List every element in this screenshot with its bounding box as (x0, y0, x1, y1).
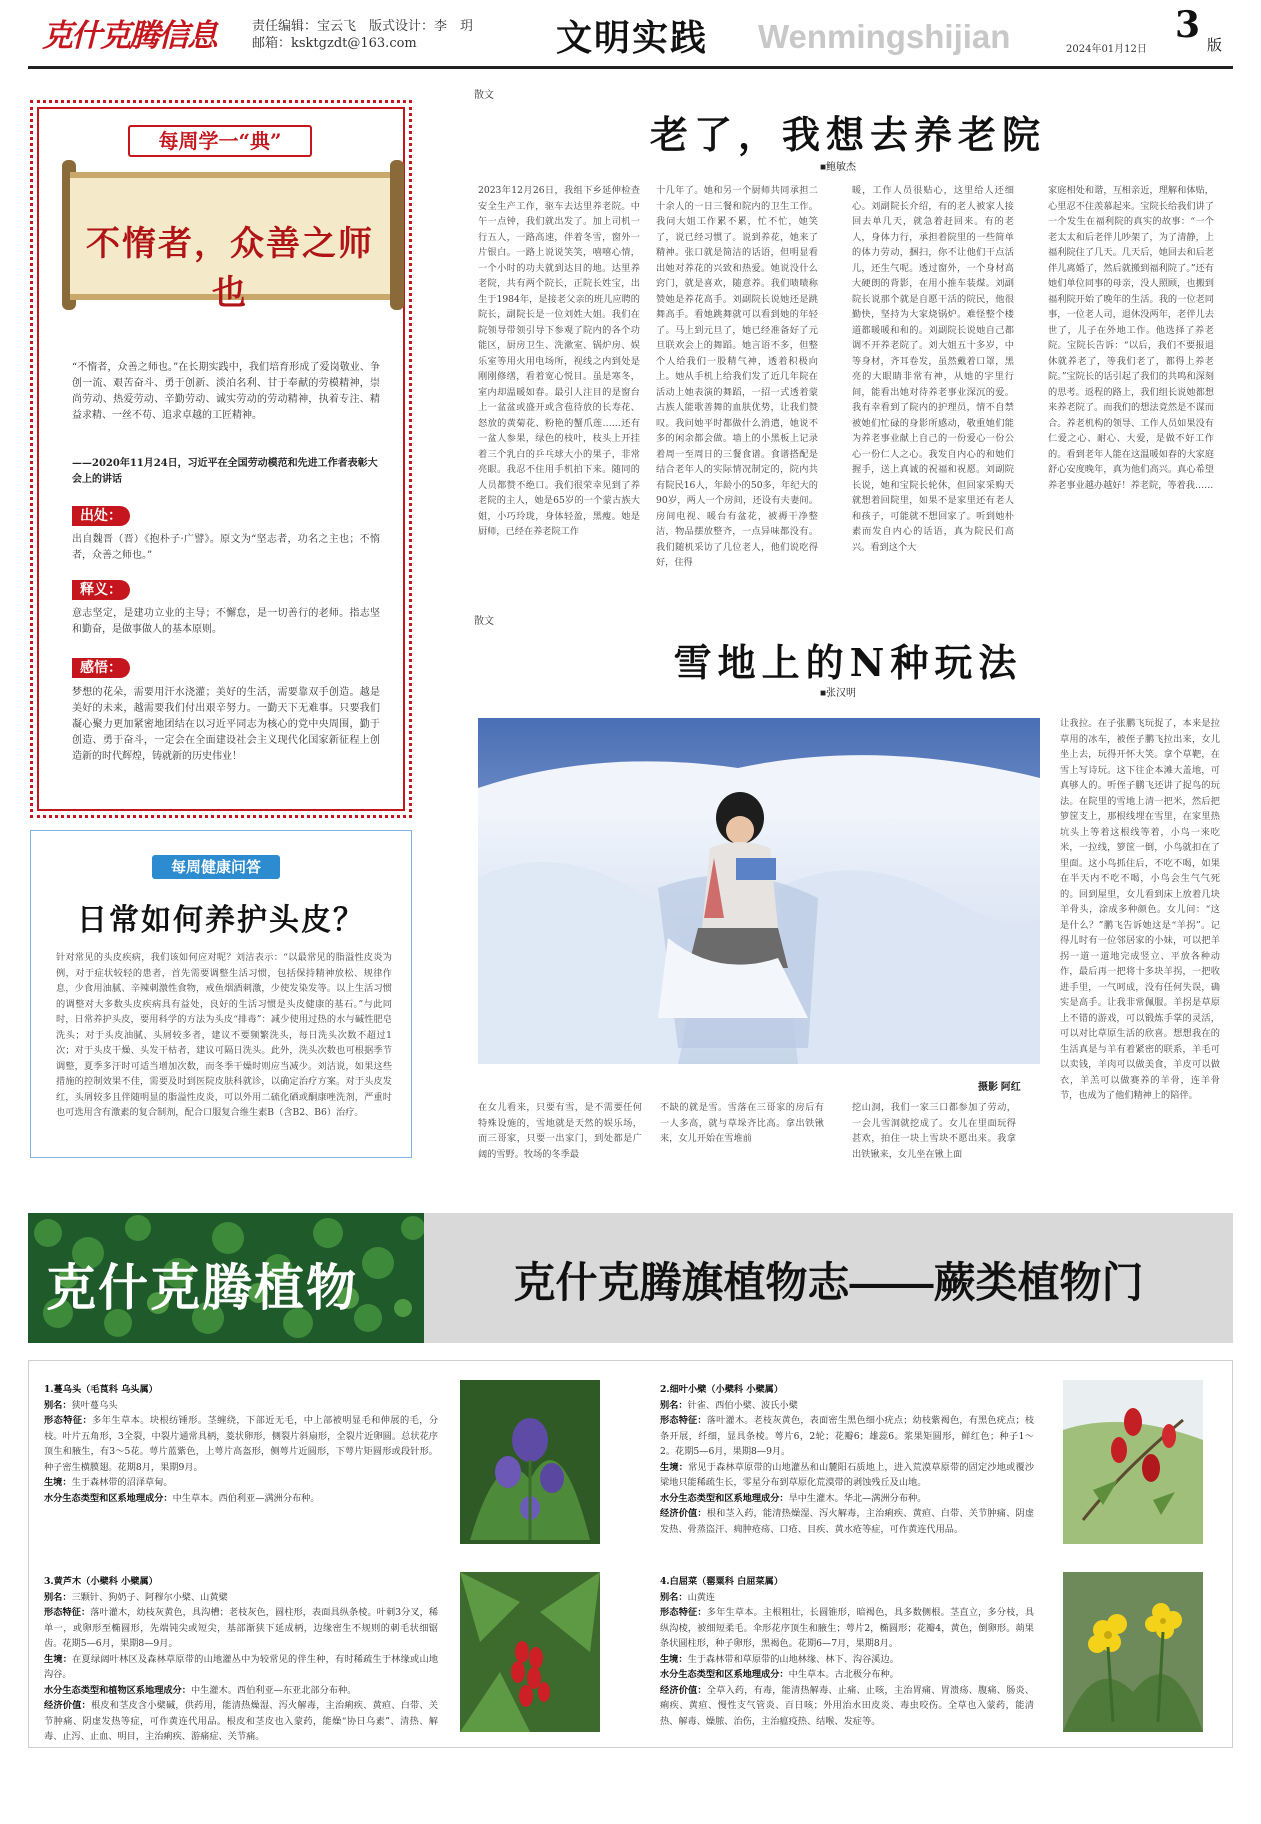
essay1-column: 2023年12月26日，我组下乡延伸检查安全生产工作，驱车去达里养老院。中午一点钟，我们就出发了。加上司机一行五人，一路高速，伴着冬雪，窗外一片银白。一路上说说笑笑，嘻嘻心情，一个小时的功夫就到达目的地。达里养老院，共有两个院长，正院长姓宝，出生于1984年，是接老父亲的班儿应聘的院长，副院长是一位刘姓大姐。我们在院领导带领引导下参观了院内的各个功能区，厨房卫生、洗漱室、锅炉房、娱乐室等用火用电场所，视线之内到处是刚刚修缮，看着宽心悦目。虽是寒冬，室内却温暖如春。最引人注目的是窗台上一盆盆或盛开或含苞待放的长寿花、怒放的黄菊花、粉艳的蟹爪莲……还有一盆人参果，绿色的枝叶，枝头上开挂着三个乳白的乒乓球大小的果子，非常亮眼。我忍不住用手机拍下来。随同的人员都赞不绝口。我们很荣幸见到了养老院的主人，她是65岁的一个蒙古族大姐，小巧玲珑，身体轻盈，黑瘦。她是厨师，已经在养老院工作 (478, 185, 640, 537)
essay1-title: 老了，我想去养老院 (649, 112, 1046, 157)
plant-field: 别名：山黄连 (660, 1591, 716, 1603)
plant-field: 生境：生于森林带的沼泽草甸。 (44, 1477, 173, 1488)
berberis-photo (1063, 1380, 1203, 1544)
insight-text: 梦想的花朵，需要用汗水浇灌；美好的生活，需要靠双手创造。越是美好的未来，越需要我们付出艰辛努力。一勤天下无难事。只要我们凝心聚力更加紧密地团结在以习近平同志为核心的党中央周围，勤于创造、勇于奋斗，一定会在全面建设社会主义现代化国家新征程上创造新的时代辉煌，铸就新的历史伟业！ (72, 687, 380, 762)
health-title: 日常如何养护头皮？ (77, 903, 365, 938)
essay2-title: 雪地上的N种玩法 (673, 640, 1023, 685)
plant-banner-subtitle: 克什克腾旗植物志——蕨类植物门 (513, 1259, 1144, 1306)
plant-entry (44, 1382, 438, 1506)
editor-info (252, 18, 473, 52)
plant-field: 生境：常见于森林草原带的山地灌丛和山麓阳石质地上，进入荒漠草原带的固定沙地或覆沙梁地只能稀疏生长，零星分布到草原化荒漠带的剥蚀残丘及山地。 (660, 1461, 1034, 1488)
plant-field: 水分生态类型和区系地理成分：中生草本。古北极分布种。 (660, 1669, 899, 1680)
page-unit: 版 (1207, 36, 1223, 54)
scroll-title: 不惰者，众善之师也 (86, 224, 374, 313)
plant-entry (660, 1382, 1034, 1537)
section-pinyin: Wenmingshijian (758, 18, 1011, 55)
plant-entry (44, 1574, 438, 1745)
plant-banner-title: 克什克腾植物 (46, 1258, 358, 1317)
plant-field: 水分生态类型和区系地理成分：中生草本。西伯利亚—满洲分布种。 (44, 1492, 320, 1504)
plant-field: 别名：三颗针、狗奶子、阿穆尔小檗、山黄檗 (44, 1591, 228, 1603)
health-tag: 每周健康问答 (152, 855, 280, 879)
scroll-right-roller (390, 160, 404, 310)
essay1-column: 暖，工作人员很贴心，这里给人还细心。刘副院长介绍，有的老人被家人接回去单几天，就急着赶回来。有的老人，身体力行，承担着院里的一些简单的体力劳动，捆扫，你不让他们干点活儿，还生气呢。透过窗外，一个身材高大硬朗的背影，在用小推车装煤。刘副院长说那个就是自愿干活的院民，他很勤快，坚持为大家烧锅炉。难怪整个楼道都暖暖和和的。刘副院长说她自己都调不开养老院了。刘大姐五十多岁，中等身材，齐耳卷发，虽然戴着口罩，黑亮的大眼睛非常有神，从她的字里行间，能看出她对待养老事业深沉的爱。我有幸看到了院内的护理员，情不自禁被她们忙碌的身影所感动，敬重她们能为养老事业献上自己的一份爱心一份公心一份仁人之心。我发自内心的和她们握手，送上真诚的祝福和祝愿。刘副院长说，她和宝院长轮休，但回家采购天就想着回院里，如果不是家里还有老人和孩子，可能就不想回家了。听到她朴素而发自内心的话语，真为院民们高兴。看到这个大 (852, 185, 1014, 553)
plant-heading: 1.蔓乌头（毛茛科 乌头属） (44, 1384, 158, 1395)
plant-field: 别名：狭叶蔓乌头 (44, 1399, 118, 1411)
insight-label: 感悟： (72, 658, 130, 678)
plant-field: 生境：生于森林带和草原带的山地林缘、林下、沟谷溪边。 (660, 1653, 899, 1665)
plant-heading: 3.黄芦木（小檗科 小檗属） (44, 1576, 158, 1587)
photo-credit: 摄影 阿红 (978, 1082, 1021, 1093)
plant-entry (660, 1574, 1034, 1729)
meaning-label: 释义： (72, 580, 130, 600)
purple-flower-illustration (460, 1380, 600, 1544)
essay2-column: 挖山洞，我们一家三口都参加了劳动，一会儿雪洞就挖成了。女儿在里面玩得甚欢，拍住一块上雪块不愿出来。我拿出铁锹来，女儿坐在锹上面 (852, 1102, 1016, 1160)
plant-field: 形态特征：多年生草本。主根粗壮，长圆锥形，暗褐色，具多数侧根。茎直立，多分枝，具纵沟棱，被细短柔毛。伞形花序顶生和腋生；萼片2，椭圆形；花瓣4，黄色，倒卵形。蒴果条状圆柱形，种子卵形，黑褐色。花期6—7月，果期8月。 (660, 1607, 1035, 1649)
section-title: 文明实践 (556, 17, 709, 59)
study-quote-source: ——2020年11月24日，习近平在全国劳动模范和先进工作者表彰大会上的讲话 (72, 458, 378, 485)
essay1-author: ■鲍敏杰 (820, 162, 857, 173)
weekly-study-title: 每周学一“典” (128, 125, 312, 157)
study-quote: “不惰者，众善之师也。”在长期实践中，我们培育形成了爱岗敬业、争创一流、艰苦奋斗、勇于创新、淡泊名利、甘于奉献的劳模精神，崇尚劳动、热爱劳动、辛勤劳动、诚实劳动的劳动精神，执着专注、精益求精、一丝不苟、追求卓越的工匠精神。 (72, 362, 380, 421)
plant-field: 生境：在夏绿阔叶林区及森林草原带的山地灌丛中为较常见的伴生种，有时稀疏生于林缘或山地沟谷。 (44, 1653, 439, 1680)
plant-heading: 2.细叶小檗（小檗科 小檗属） (660, 1384, 784, 1395)
page-number: 3 (1175, 4, 1201, 46)
plant-field: 经济价值：根皮和茎皮含小檗碱，供药用，能清热燥湿、泻火解毒，主治痢疾、黄疸、白带、关节肿痛、阴虚发热等症，可作黄连代用品。根皮和茎皮也入蒙药，能燥“协日乌素”、清热、解毒、止泻、止血、明目，主治痢疾、游痛症、关节痛。 (44, 1700, 439, 1742)
essay2-column: 不缺的就是雪。雪落在三哥家的房后有一人多高，就与草垛齐比高。拿出铁锹来，女儿开始在雪堆前 (660, 1102, 824, 1144)
essay2-column: 在女儿看来，只要有雪，是不需要任何特殊设施的，雪地就是天然的娱乐场，而三哥家，只要一出家门，到处都是广阔的雪野。牧场的冬季最 (478, 1102, 642, 1160)
essay2-column: 让我拉。在子张鹏飞玩捉了，本来是拉草用的冰车，被侄子鹏飞拉出来，女儿坐上去，玩得开怀大笑。拿个草靶，在雪上写诗玩。这下往企本滩大盖地，可真够人的。听侄子鹏飞还讲了捉鸟的玩法。在院里的雪地上清一把米，然后把箩筐支上，那根线埋在雪里，在家里热坑头上等着这根线等着，小鸟一来吃米，一拉线，箩筐一倒，小鸟就扣在了里面。这小鸟抓住后，不吃不喝，如果在半天内不吃不喝，小鸟会生气气死的。回到屋里，女儿看到床上放着几块羊骨头，涂成多种颜色。女儿问：“这是什么？”鹏飞告诉她这是“羊拐”。记得儿时有一位邻居家的小妹，可以把羊拐一道一道地完成竖立、平放各种动作，最后再一把将十多块羊拐，一把收进手里，一气呵成，没有任何失误，确实是高手。让我非常佩服。羊拐是草原上不错的游戏，可以锻炼手掌的灵活，可以对比草原生活的欣喜。想想我在的生活真是与羊有着紧密的联系，羊毛可以卖钱，羊肉可以做美食，羊皮可以做衣，羊羔可以做赛养的羊骨，连羊骨节，也成为了他们精神上的陪伴。 (1060, 718, 1220, 1101)
meaning-text: 意志坚定，是建功立业的主导；不懈怠，是一切善行的老师。指志坚和勤奋，是做事做人的基本原则。 (72, 608, 380, 635)
essay2-genre: 散文 (474, 616, 494, 627)
plant-field: 水分生态类型和区系地理成分：旱中生灌木。华北—满洲分布种。 (660, 1492, 927, 1504)
red-berry-cluster-illustration (460, 1572, 600, 1732)
yellow-flower-illustration (1063, 1572, 1203, 1732)
origin-label: 出处： (72, 506, 130, 526)
essay2-author: ■张汉明 (820, 688, 857, 699)
header-rule (28, 66, 1233, 69)
email-line: 邮箱：ksktgzdt@163.com (252, 36, 417, 51)
plant-field: 形态特征：多年生草本。块根纺锤形。茎缠绕，下部近无毛，中上部被明显毛和伸展的毛，分枝。叶片五角形，3全裂，中裂片通常具柄，菱状卵形，侧裂片斜扇形，全裂片近卵圆。总状花序顶生和腋生，有3～5花。萼片蓝紫色，上萼片高盔形，侧萼片近圆形，下萼片矩圆形或段针形。种子密生横膜翅。花期8月，果期9月。 (44, 1415, 439, 1473)
masthead-logo: 克什克腾信息 (42, 18, 216, 54)
essay1-column: 家庭相处和谐，互相亲近，理解和体贴，心里忍不住羡慕起来。宝院长给我们讲了一个发生在福利院的真实的故事：“一个老太太和后老伴儿吵架了，为了清静，上福利院住了几天。几天后，她回去和后老伴儿离婚了，然后就搬到福利院了。”还有她们单位同事的母亲，没人照顾，也搬到福利院开始了晚年的生活。我的一位老同事，一位老人司，退休没两年，老伴儿去世了，儿子在外地工作。他选择了养老院。宝院长告诉：“以后，我们不要报退休就养老了，等我们老了，都得上养老院。”宝院长的话引起了我们的共鸣和深刻的思考。返程的路上，我们组长说她都想来养老院了。而我们的想法竟然是不谋而合。养老机构的领导、工作人员如果没有仁爱之心、耐心、大爱，是做不好工作的。看到老年人能在这温暖如春的大家庭舒心安度晚年，真为他们高兴。真心希望养老事业越办越好！养老院，等着我…… (1048, 185, 1214, 491)
publication-date: 2024年01月12日 (1066, 44, 1147, 55)
plant-field: 经济价值：根和茎入药，能清热燥湿、泻火解毒，主治痢疾、黄疸、白带、关节肿痛、阴虚发热、骨蒸盗汗、痈肿疮疡、口疮、目疾、黄水疮等症，可作黄连代用品。 (660, 1508, 1035, 1535)
berberis-amurensis-photo (460, 1572, 600, 1732)
aconitum-photo (460, 1380, 600, 1544)
chelidonium-photo (1063, 1572, 1203, 1732)
origin-text: 出自魏晋（晋）《抱朴子·广譬》。原文为“坚志者，功名之主也；不惰者，众善之师也。” (72, 534, 380, 561)
plant-field: 别名：针雀、西伯小檗、波氏小檗 (660, 1399, 798, 1411)
plant-field: 经济价值：全草入药，有毒，能清热解毒、止痛、止咳，主治胃痛、胃溃疡、腹痛、肠炎、痢疾、黄疸、慢性支气管炎、百日咳；外用治水田皮炎、毒虫咬伤。全草也入蒙药，能清热、解毒、燥脓、治伤，主治瘟疫热、结喉、发症等。 (660, 1684, 1035, 1727)
essay1-genre: 散文 (474, 90, 494, 101)
plant-field: 形态特征：落叶灌木，幼枝灰黄色，具沟槽；老枝灰色，圆柱形，表面具纵条棱。叶刺3分叉，稀单一，或卵形至椭圆形，先端钝尖或短尖，基部渐狭下延成柄，边缘密生不规则的刺毛状细锯齿。花期5—6月，果期8—9月。 (44, 1607, 439, 1649)
plant-heading: 4.白屈菜（罂粟科 白屈菜属） (660, 1576, 784, 1587)
snow-scene-illustration (478, 718, 1040, 1064)
red-berry-illustration (1063, 1380, 1203, 1544)
essay1-column: 十几年了。她和另一个厨师共同承担二十余人的一日三餐和院内的卫生工作。我问大姐工作累不累，忙不忙，她笑了，说已经习惯了。说到养花，她来了精神。张口就是简洁的话语，但明显看出她对养花的兴致和热爱。她说没什么窍门，就是喜欢，随意养。我们啧啧称赞她是养花高手。刘副院长说她还是跳舞高手。看她跳舞就可以看到她的年轻了。马上到元旦了，她已经准备好了元旦联欢会上的舞蹈。她言语不多，但整个人给我们一股精气神，透着积极向上。她从手机上给我们发了近几年院在活动上她表演的舞蹈，一招一式透着蒙古族人能歌善舞的血肤优势，让我们赞叹。我问她平时都做什么消遣，她说不多的闲余都会做。墙上的小黑板上记录着周一至周日的三餐食谱。食谱搭配是结合老年人的实际情况制定的，院内共有院民16人，年龄小的50多，年纪大的90岁，两人一个房间，还设有夫妻间。房间电视、暖台有盆花，被褥干净整洁，物品摆放整齐，一点异味都没有。我们随机采访了几位老人，他们说吃得好，住得 (656, 185, 818, 568)
snow-photo (478, 718, 1040, 1064)
plant-field: 水分生态类型和植物区系地理成分：中生灌木。西伯利亚—东亚北部分布种。 (44, 1684, 357, 1696)
plant-field: 形态特征：落叶灌木。老枝灰黄色，表面密生黑色细小疣点；幼枝紫褐色，有黑色疣点；枝条开展，纤细，显具条棱。萼片6，2轮；花瓣6；雄蕊6。浆果矩圆形，鲜红色；种子1～2。花期5—6月，果期8—9月。 (660, 1415, 1035, 1457)
health-text: 针对常见的头皮疾病，我们该如何应对呢？刘洁表示：“以最常见的脂溢性皮炎为例，对于症状较轻的患者，首先需要调整生活习惯，包括保持精神放松、规律作息，少食用油腻、辛辣刺激性食物，戒鱼烟酒刺激，少使发染发等。以上生活习惯的调整对大多数头皮疾病具有益处，良好的生活习惯是头皮健康的基石。”与此同时，日常养护头皮，要用科学的方法为头皮“排毒”：减少使用过热的水与碱性肥皂洗头；对于头皮油腻、头屑较多者，建议不要频繁洗头，每日洗头次数不超过1次；对于头皮干燥、头发干枯者，建议可隔日洗头。此外，洗头次数也可根据季节调整，夏季多汗时可适当增加次数，而冬季干燥时则应当减少。刘洁说，如果这些措施的控制效果不佳，需要及时到医院皮肤科就诊，以确定治疗方案。对于头皮发红，头屑较多且伴随明显的脂溢性皮炎，可以外用二硫化硒或酮康唑洗剂，严重时也可选用含有激素的复合制剂，配合口服复合维生素B（含B2、B6）治疗。 (56, 952, 392, 1118)
editor-line: 责任编辑：宝云飞 版式设计：李 玥 (252, 19, 474, 34)
